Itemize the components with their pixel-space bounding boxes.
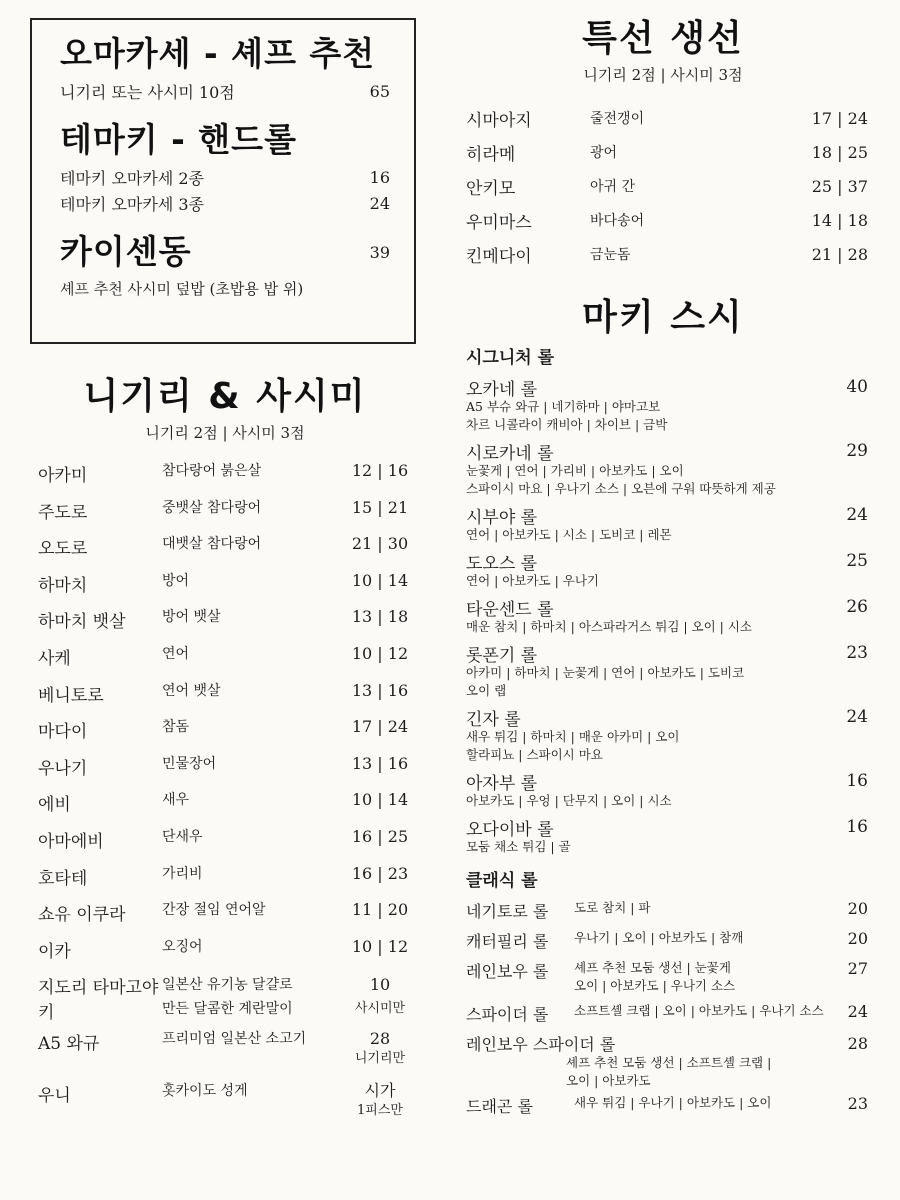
roll-price: 40 bbox=[846, 377, 868, 397]
roll-price: 20 bbox=[847, 929, 868, 948]
temaki-item-price: 16 bbox=[369, 167, 390, 187]
tokusen-list bbox=[458, 101, 868, 271]
list-item bbox=[458, 899, 868, 922]
list-item bbox=[458, 101, 868, 135]
list-item-rainbow-spider bbox=[458, 1032, 868, 1090]
tokusen-subtitle: 니기리 2점 | 사시미 3점 bbox=[583, 66, 743, 84]
item-korean: 줄전갱이 bbox=[590, 111, 645, 127]
roll-ingredients: A5 부슈 와규 | 네기하마 | 야마고보 bbox=[466, 399, 661, 414]
item-price-value: 28 bbox=[369, 1029, 391, 1049]
roll-price: 28 bbox=[847, 1033, 868, 1053]
item-korean: 광어 bbox=[590, 145, 618, 161]
list-item bbox=[458, 596, 868, 636]
roll-ingredients: 눈꽃게 | 연어 | 가리비 | 아보카도 | 오이 bbox=[466, 463, 684, 478]
roll-ingredients: 차르 니콜라이 캐비아 | 차이브 | 금박 bbox=[466, 417, 668, 432]
temaki-item-name: 테마키 오마카세 3종 bbox=[60, 194, 204, 214]
roll-ingredients: 연어 | 아보카도 | 우나기 bbox=[466, 573, 599, 588]
roll-ingredients: 아카미 | 하마치 | 눈꽃게 | 연어 | 아보카도 | 도비코 bbox=[466, 665, 745, 680]
roll-price: 25 bbox=[846, 551, 868, 571]
item-korean: 참돔 bbox=[162, 719, 190, 736]
roll-ingredients: 우나기 | 오이 | 아보카도 | 참깨 bbox=[574, 930, 744, 945]
list-item bbox=[30, 900, 420, 937]
item-korean: 연어 bbox=[162, 645, 190, 662]
item-price bbox=[340, 1081, 420, 1121]
roll-ingredients: 할라피뇨 | 스파이시 마요 bbox=[466, 747, 603, 762]
item-price: 13 | 18 bbox=[351, 607, 409, 627]
kaisendon-desc: 셰프 추천 사시미 덮밥 (초밥용 밥 위) bbox=[60, 280, 304, 298]
roll-ingredients bbox=[574, 959, 836, 995]
item-price: 17 | 24 bbox=[351, 717, 409, 737]
item-price: 21 | 28 bbox=[811, 244, 868, 264]
item-korean: 홋카이도 성게 bbox=[162, 1083, 248, 1100]
roll-price: 27 bbox=[847, 959, 868, 978]
list-item bbox=[458, 504, 868, 544]
item-korean: 가리비 bbox=[162, 865, 203, 882]
item-korean-line: 만든 달콤한 계란말이 bbox=[162, 1001, 293, 1018]
item-price: 12 | 16 bbox=[351, 461, 409, 480]
item-korean: 방어 bbox=[162, 572, 190, 589]
roll-name: 레인보우 스파이더 롤 bbox=[466, 1034, 616, 1054]
item-price: 14 | 18 bbox=[811, 210, 868, 230]
roll-ingredients: 도로 참치 | 파 bbox=[574, 900, 651, 915]
item-name: 안키모 bbox=[466, 178, 516, 199]
item-price: 10 | 12 bbox=[351, 936, 409, 956]
item-korean: 아귀 간 bbox=[590, 179, 636, 195]
list-item bbox=[458, 550, 868, 590]
item-korean bbox=[162, 973, 340, 1021]
roll-ingredients-line: 셰프 추천 모둠 생선 | 눈꽃게 bbox=[574, 960, 731, 975]
roll-ingredients: 아보카도 | 우엉 | 단무지 | 오이 | 시소 bbox=[466, 793, 672, 808]
list-item bbox=[458, 376, 868, 434]
temaki-item-price: 24 bbox=[369, 193, 390, 213]
roll-name: 캐터필리 롤 bbox=[466, 932, 549, 951]
list-item bbox=[30, 864, 420, 901]
item-name: 이카 bbox=[38, 941, 71, 962]
roll-name: 롯폰기 롤 bbox=[466, 645, 538, 666]
nigiri-section bbox=[30, 376, 420, 1125]
item-korean: 금눈돔 bbox=[590, 247, 631, 263]
item-korean: 연어 뱃살 bbox=[162, 682, 221, 699]
roll-ingredients: 소프트셸 크랩 | 오이 | 아보카도 | 우나기 소스 bbox=[574, 1003, 824, 1018]
maki-title: 마키 스시 bbox=[582, 297, 744, 338]
roll-name: 아자부 롤 bbox=[466, 773, 538, 794]
item-price: 10 | 12 bbox=[351, 643, 409, 663]
list-item bbox=[30, 607, 420, 644]
item-name: 우니 bbox=[38, 1086, 71, 1107]
item-price: 16 | 25 bbox=[351, 826, 409, 846]
list-item bbox=[458, 816, 868, 856]
item-name: 히라메 bbox=[466, 144, 516, 165]
item-name: 우나기 bbox=[38, 758, 88, 779]
item-price: 13 | 16 bbox=[351, 680, 409, 700]
list-item bbox=[30, 681, 420, 718]
roll-ingredients: 연어 | 아보카도 | 시소 | 도비코 | 레몬 bbox=[466, 527, 672, 542]
item-name: 지도리 타마고야키 bbox=[38, 978, 159, 1024]
list-item bbox=[30, 461, 420, 498]
item-price: 16 | 23 bbox=[351, 863, 409, 883]
list-item bbox=[458, 135, 868, 169]
left-column bbox=[30, 18, 420, 1125]
temaki-item-name: 테마키 오마카세 2종 bbox=[60, 168, 204, 188]
signature-rolls-label: 시그니처 롤 bbox=[466, 348, 555, 368]
right-column bbox=[458, 18, 868, 1124]
roll-price: 24 bbox=[846, 707, 868, 727]
roll-price: 16 bbox=[846, 771, 868, 791]
item-name: 하마치 뱃살 bbox=[38, 612, 126, 633]
item-price: 18 | 25 bbox=[811, 142, 868, 162]
roll-ingredients: 새우 튀김 | 하마치 | 매운 아카미 | 오이 bbox=[466, 729, 680, 744]
roll-name: 오다이바 롤 bbox=[466, 819, 554, 840]
item-name: 에비 bbox=[38, 795, 71, 816]
list-item bbox=[458, 1094, 868, 1117]
item-price: 15 | 21 bbox=[351, 497, 409, 517]
list-item bbox=[458, 959, 868, 995]
roll-price: 23 bbox=[847, 1094, 868, 1113]
roll-name: 스파이더 롤 bbox=[466, 1005, 549, 1024]
nigiri-list bbox=[30, 461, 420, 1125]
list-item bbox=[458, 169, 868, 203]
item-price bbox=[340, 973, 420, 1021]
list-item bbox=[458, 642, 868, 700]
roll-price: 26 bbox=[846, 597, 868, 617]
temaki-item bbox=[60, 164, 390, 190]
item-name: A5 와규 bbox=[38, 1034, 100, 1055]
item-price bbox=[340, 1029, 420, 1069]
item-korean: 간장 절임 연어알 bbox=[162, 902, 266, 919]
list-item bbox=[458, 929, 868, 952]
item-korean-line: 일본산 유기농 달걀로 bbox=[162, 977, 293, 994]
item-price-value: 시가 bbox=[364, 1081, 396, 1101]
list-item bbox=[458, 1002, 868, 1025]
roll-name: 타운센드 롤 bbox=[466, 599, 554, 620]
item-price: 21 | 30 bbox=[351, 534, 409, 554]
item-korean: 새우 bbox=[162, 792, 190, 809]
list-item-uni bbox=[30, 1081, 420, 1125]
list-item bbox=[458, 770, 868, 810]
list-item bbox=[30, 717, 420, 754]
list-item-tamago bbox=[30, 973, 420, 1029]
classic-rolls-label: 클래식 롤 bbox=[466, 871, 538, 891]
nigiri-subtitle: 니기리 2점 | 사시미 3점 bbox=[145, 424, 305, 442]
item-price: 25 | 37 bbox=[811, 176, 868, 196]
list-item bbox=[30, 937, 420, 974]
roll-name: 드래곤 롤 bbox=[466, 1097, 533, 1116]
item-name: 쇼유 이쿠라 bbox=[38, 905, 126, 926]
list-item bbox=[30, 827, 420, 864]
item-name: 주도로 bbox=[38, 502, 88, 523]
roll-name: 도오스 롤 bbox=[466, 553, 538, 574]
item-korean: 참다랑어 붉은살 bbox=[162, 463, 262, 479]
item-price-note: 니기리만 bbox=[354, 1051, 406, 1067]
temaki-item bbox=[60, 190, 390, 216]
item-price: 10 | 14 bbox=[351, 790, 409, 810]
list-item bbox=[458, 706, 868, 764]
roll-price: 29 bbox=[846, 441, 868, 461]
roll-ingredients: 스파이시 마요 | 우나기 소스 | 오븐에 구워 따뜻하게 제공 bbox=[466, 481, 776, 496]
item-korean: 프리미엄 일본산 소고기 bbox=[162, 1031, 307, 1048]
item-name: 우미마스 bbox=[466, 212, 532, 233]
list-item bbox=[458, 440, 868, 498]
item-name: 사케 bbox=[38, 648, 71, 669]
roll-ingredients-line: 오이 | 아보카도 | 우나기 소스 bbox=[574, 978, 736, 993]
temaki-title: 테마키 - 핸드롤 bbox=[60, 120, 297, 159]
item-korean: 대뱃살 참다랑어 bbox=[162, 536, 262, 553]
kaisendon-title: 카이센동 bbox=[60, 232, 192, 271]
classic-roll-list bbox=[458, 899, 868, 1117]
item-korean: 오징어 bbox=[162, 938, 203, 955]
item-korean: 단새우 bbox=[162, 828, 203, 845]
item-name: 아마에비 bbox=[38, 831, 104, 852]
list-item bbox=[30, 534, 420, 571]
item-price-value: 10 bbox=[369, 975, 391, 995]
item-korean: 중뱃살 참다랑어 bbox=[162, 499, 262, 516]
item-name: 하마치 bbox=[38, 575, 88, 596]
roll-price: 23 bbox=[846, 643, 868, 663]
list-item bbox=[30, 498, 420, 535]
list-item bbox=[30, 571, 420, 608]
item-name: 오도로 bbox=[38, 539, 88, 560]
roll-ingredients: 오이 | 아보카도 bbox=[566, 1073, 651, 1088]
item-name: 베니토로 bbox=[38, 685, 104, 706]
kaisendon-price: 39 bbox=[369, 242, 390, 262]
roll-price: 16 bbox=[846, 817, 868, 837]
roll-ingredients: 매운 참치 | 하마치 | 아스파라거스 튀김 | 오이 | 시소 bbox=[466, 619, 753, 634]
list-item bbox=[30, 754, 420, 791]
roll-price: 24 bbox=[847, 1002, 868, 1021]
featured-box bbox=[30, 18, 416, 344]
item-name: 킨메다이 bbox=[466, 246, 532, 267]
list-item bbox=[30, 644, 420, 681]
item-name: 아카미 bbox=[38, 466, 88, 486]
omakase-item bbox=[60, 78, 390, 104]
nigiri-title: 니기리 & 사시미 bbox=[83, 376, 367, 417]
roll-name: 시부야 롤 bbox=[466, 507, 538, 528]
roll-name: 긴자 롤 bbox=[466, 709, 521, 730]
omakase-title: 오마카세 - 셰프 추천 bbox=[60, 34, 376, 73]
omakase-item-name: 니기리 또는 사시미 10점 bbox=[60, 82, 235, 102]
item-korean: 방어 뱃살 bbox=[162, 609, 221, 626]
item-name: 호타테 bbox=[38, 868, 88, 889]
roll-name: 레인보우 롤 bbox=[466, 962, 549, 981]
roll-name: 오카네 롤 bbox=[466, 379, 538, 400]
item-korean: 바다송어 bbox=[590, 213, 645, 229]
roll-ingredients: 새우 튀김 | 우나기 | 아보카도 | 오이 bbox=[574, 1095, 772, 1110]
list-item-wagyu bbox=[30, 1029, 420, 1081]
list-item bbox=[30, 790, 420, 827]
item-price: 13 | 16 bbox=[351, 753, 409, 773]
roll-ingredients: 오이 랩 bbox=[466, 683, 507, 698]
item-name: 마다이 bbox=[38, 722, 88, 743]
omakase-price: 65 bbox=[369, 81, 390, 101]
signature-roll-list bbox=[458, 376, 868, 856]
roll-name: 시로카네 롤 bbox=[466, 443, 554, 464]
item-price-note: 사시미만 bbox=[354, 1001, 406, 1017]
item-price-note: 1피스만 bbox=[357, 1103, 403, 1119]
list-item bbox=[458, 203, 868, 237]
item-price: 11 | 20 bbox=[351, 900, 409, 920]
roll-name: 네기토로 롤 bbox=[466, 902, 549, 921]
roll-ingredients: 모둠 채소 튀김 | 골 bbox=[466, 839, 571, 854]
roll-price: 24 bbox=[846, 505, 868, 525]
item-price: 10 | 14 bbox=[351, 570, 409, 590]
tokusen-title: 특선 생선 bbox=[582, 18, 744, 59]
list-item bbox=[458, 237, 868, 271]
roll-ingredients: 셰프 추천 모둠 생선 | 소프트셸 크랩 | bbox=[566, 1055, 772, 1070]
roll-price: 20 bbox=[847, 899, 868, 918]
item-korean: 민물장어 bbox=[162, 755, 217, 772]
item-name: 시마아지 bbox=[466, 110, 532, 131]
item-price: 17 | 24 bbox=[811, 108, 868, 128]
